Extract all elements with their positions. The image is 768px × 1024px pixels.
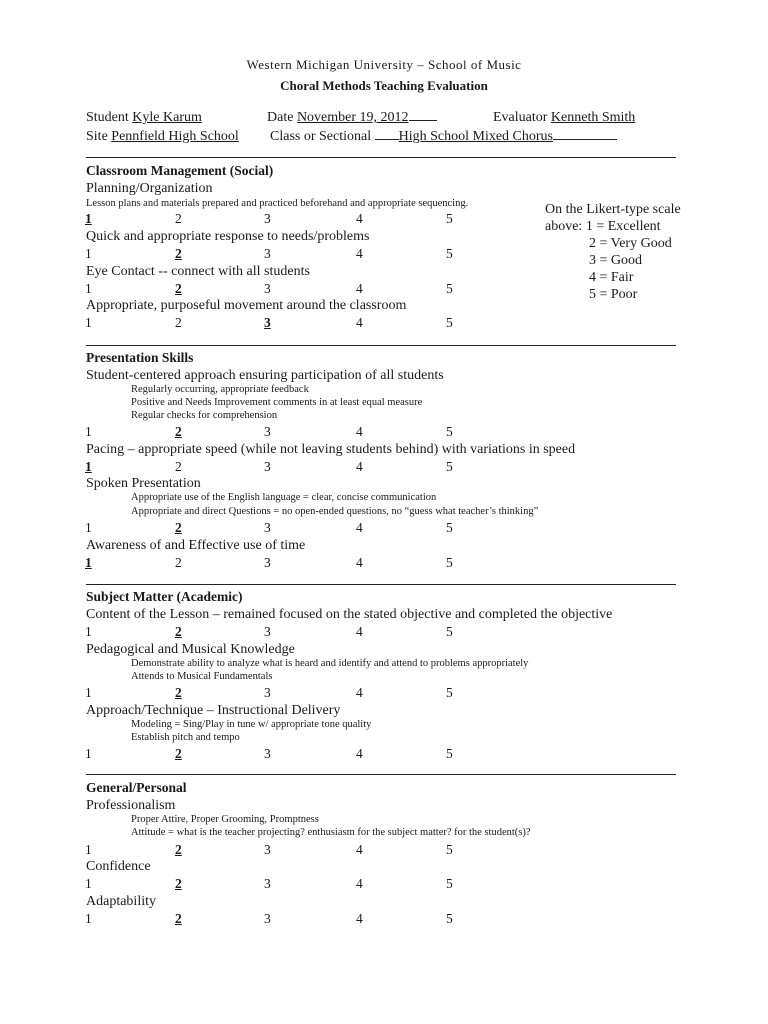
selected-rating: 1: [85, 555, 92, 570]
rating-option: 3: [264, 876, 271, 891]
selected-rating: 2: [175, 520, 182, 535]
rating-option: 3: [264, 842, 271, 857]
criterion-note: Attitude = what is the teacher projecting? enthusiasm for the subject matter? for the student(s)?: [131, 827, 531, 838]
selected-rating: 2: [175, 911, 182, 926]
rating-option: 4: [356, 459, 363, 474]
rating-option: 5: [446, 746, 453, 761]
rating-option: 1: [85, 624, 92, 639]
criterion-label: Pacing – appropriate speed (while not leaving students behind) with variations in speed: [86, 442, 576, 457]
student-field: [86, 110, 202, 126]
criterion-label: Student-centered approach ensuring participation of all students: [86, 368, 444, 383]
criterion-label: Approach/Technique – Instructional Delivery: [86, 703, 341, 718]
rating-option: 5: [446, 555, 453, 570]
rating-option: 1: [85, 685, 92, 700]
rating-option: 4: [356, 424, 363, 439]
criterion-note: Lesson plans and materials prepared and practiced beforehand and appropriate sequencing.: [86, 198, 469, 209]
criterion-label: Planning/Organization: [86, 181, 213, 196]
rating-option: 3: [264, 459, 271, 474]
criterion-note: Attends to Musical Fundamentals: [131, 671, 273, 682]
rating-option: 1: [85, 246, 92, 261]
section-divider: [86, 345, 676, 346]
class-blank-right: [553, 139, 617, 140]
rating-option: 4: [356, 281, 363, 296]
rating-option: 3: [264, 520, 271, 535]
criterion-note: Regular checks for comprehension: [131, 410, 278, 421]
rating-option: 1: [85, 315, 92, 330]
date-field: [267, 110, 437, 126]
criterion-label: Adaptability: [86, 894, 156, 909]
criterion-label: Quick and appropriate response to needs/problems: [86, 229, 370, 244]
rating-option: 1: [85, 281, 92, 296]
criterion-label: Confidence: [86, 859, 151, 874]
rating-option: 4: [356, 746, 363, 761]
student-label: Student: [86, 110, 129, 125]
rating-option: 2: [175, 555, 182, 570]
likert-legend: [545, 201, 681, 303]
rating-option: 1: [85, 746, 92, 761]
criterion-label: Content of the Lesson – remained focused on the stated objective and completed the objective: [86, 607, 613, 622]
legend-line: 2 = Very Good: [589, 236, 672, 251]
rating-option: 3: [264, 624, 271, 639]
class-label: Class or Sectional: [270, 129, 372, 144]
criterion-note: Appropriate and direct Questions = no open-ended questions, no “guess what teacher’s thinking”: [131, 506, 539, 517]
rating-option: 5: [446, 459, 453, 474]
student-value: Kyle Karum: [132, 110, 202, 125]
legend-line: 5 = Poor: [589, 287, 638, 302]
criterion-label: Professionalism: [86, 798, 176, 813]
site-label: Site: [86, 129, 108, 144]
rating-option: 4: [356, 555, 363, 570]
rating-option: 4: [356, 911, 363, 926]
rating-option: 4: [356, 842, 363, 857]
criterion-note: Proper Attire, Proper Grooming, Promptness: [131, 814, 319, 825]
criterion-note: Appropriate use of the English language = clear, concise communication: [131, 492, 437, 503]
rating-option: 1: [85, 911, 92, 926]
criterion-label: Appropriate, purposeful movement around the classroom: [86, 298, 407, 313]
selected-rating: 1: [85, 459, 92, 474]
class-blank-left: [375, 139, 399, 140]
section-divider: [86, 157, 676, 158]
university-header: Western Michigan University – School of Music: [246, 57, 522, 72]
criterion-note: Demonstrate ability to analyze what is heard and identify and attend to problems appropriately: [131, 658, 529, 669]
date-blank: [409, 120, 437, 121]
rating-option: 5: [446, 315, 453, 330]
rating-option: 5: [446, 842, 453, 857]
criterion-note: Positive and Needs Improvement comments in at least equal measure: [131, 397, 423, 408]
site-value: Pennfield High School: [111, 129, 239, 144]
criterion-label: Awareness of and Effective use of time: [86, 538, 306, 553]
rating-option: 1: [85, 424, 92, 439]
selected-rating: 2: [175, 281, 182, 296]
date-label: Date: [267, 110, 294, 125]
criterion-label: Pedagogical and Musical Knowledge: [86, 642, 295, 657]
section-divider: [86, 584, 676, 585]
rating-option: 5: [446, 520, 453, 535]
section-title: Classroom Management (Social): [86, 163, 274, 178]
rating-option: 3: [264, 746, 271, 761]
rating-option: 4: [356, 520, 363, 535]
legend-line: 4 = Fair: [589, 270, 634, 285]
rating-option: 5: [446, 624, 453, 639]
date-value: November 19, 2012: [296, 110, 409, 125]
legend-line: above: 1 = Excellent: [545, 219, 661, 234]
form-title: Choral Methods Teaching Evaluation: [280, 78, 488, 93]
selected-rating: 2: [175, 624, 182, 639]
rating-option: 1: [85, 520, 92, 535]
selected-rating: 2: [175, 424, 182, 439]
section-title: General/Personal: [86, 780, 187, 795]
section-title: Subject Matter (Academic): [86, 589, 243, 604]
rating-option: 3: [264, 555, 271, 570]
rating-option: 3: [264, 911, 271, 926]
rating-option: 3: [264, 281, 271, 296]
rating-option: 5: [446, 876, 453, 891]
rating-option: 3: [264, 211, 271, 226]
rating-option: 5: [446, 281, 453, 296]
rating-option: 4: [356, 315, 363, 330]
rating-option: 5: [446, 911, 453, 926]
selected-rating: 2: [175, 842, 182, 857]
selected-rating: 2: [175, 876, 182, 891]
selected-rating: 2: [175, 246, 182, 261]
rating-option: 3: [264, 424, 271, 439]
evaluator-label: Evaluator: [493, 110, 548, 125]
criterion-note: Modeling = Sing/Play in tune w/ appropriate tone quality: [131, 719, 372, 730]
selected-rating: 2: [175, 746, 182, 761]
criterion-note: Regularly occurring, appropriate feedback: [131, 384, 309, 395]
rating-option: 5: [446, 211, 453, 226]
site-field: [86, 129, 239, 145]
evaluator-field: [493, 110, 635, 126]
selected-rating: 3: [264, 315, 271, 330]
criterion-label: Spoken Presentation: [86, 476, 201, 491]
legend-line: 3 = Good: [589, 253, 643, 268]
rating-option: 4: [356, 685, 363, 700]
rating-option: 4: [356, 211, 363, 226]
rating-option: 4: [356, 624, 363, 639]
rating-option: 3: [264, 685, 271, 700]
rating-option: 5: [446, 246, 453, 261]
selected-rating: 1: [85, 211, 92, 226]
rating-option: 1: [85, 876, 92, 891]
class-value: High School Mixed Chorus: [398, 129, 553, 144]
rating-option: 4: [356, 246, 363, 261]
rating-option: 5: [446, 424, 453, 439]
evaluator-value: Kenneth Smith: [550, 110, 636, 125]
rating-option: 2: [175, 211, 182, 226]
section-divider: [86, 774, 676, 775]
rating-option: 1: [85, 842, 92, 857]
rating-option: 3: [264, 246, 271, 261]
class-field: [270, 129, 617, 145]
selected-rating: 2: [175, 685, 182, 700]
rating-option: 5: [446, 685, 453, 700]
rating-option: 2: [175, 459, 182, 474]
criterion-note: Establish pitch and tempo: [131, 732, 240, 743]
criterion-label: Eye Contact -- connect with all students: [86, 264, 310, 279]
legend-line: On the Likert-type scale: [545, 202, 681, 217]
rating-option: 4: [356, 876, 363, 891]
section-title: Presentation Skills: [86, 350, 194, 365]
rating-option: 2: [175, 315, 182, 330]
